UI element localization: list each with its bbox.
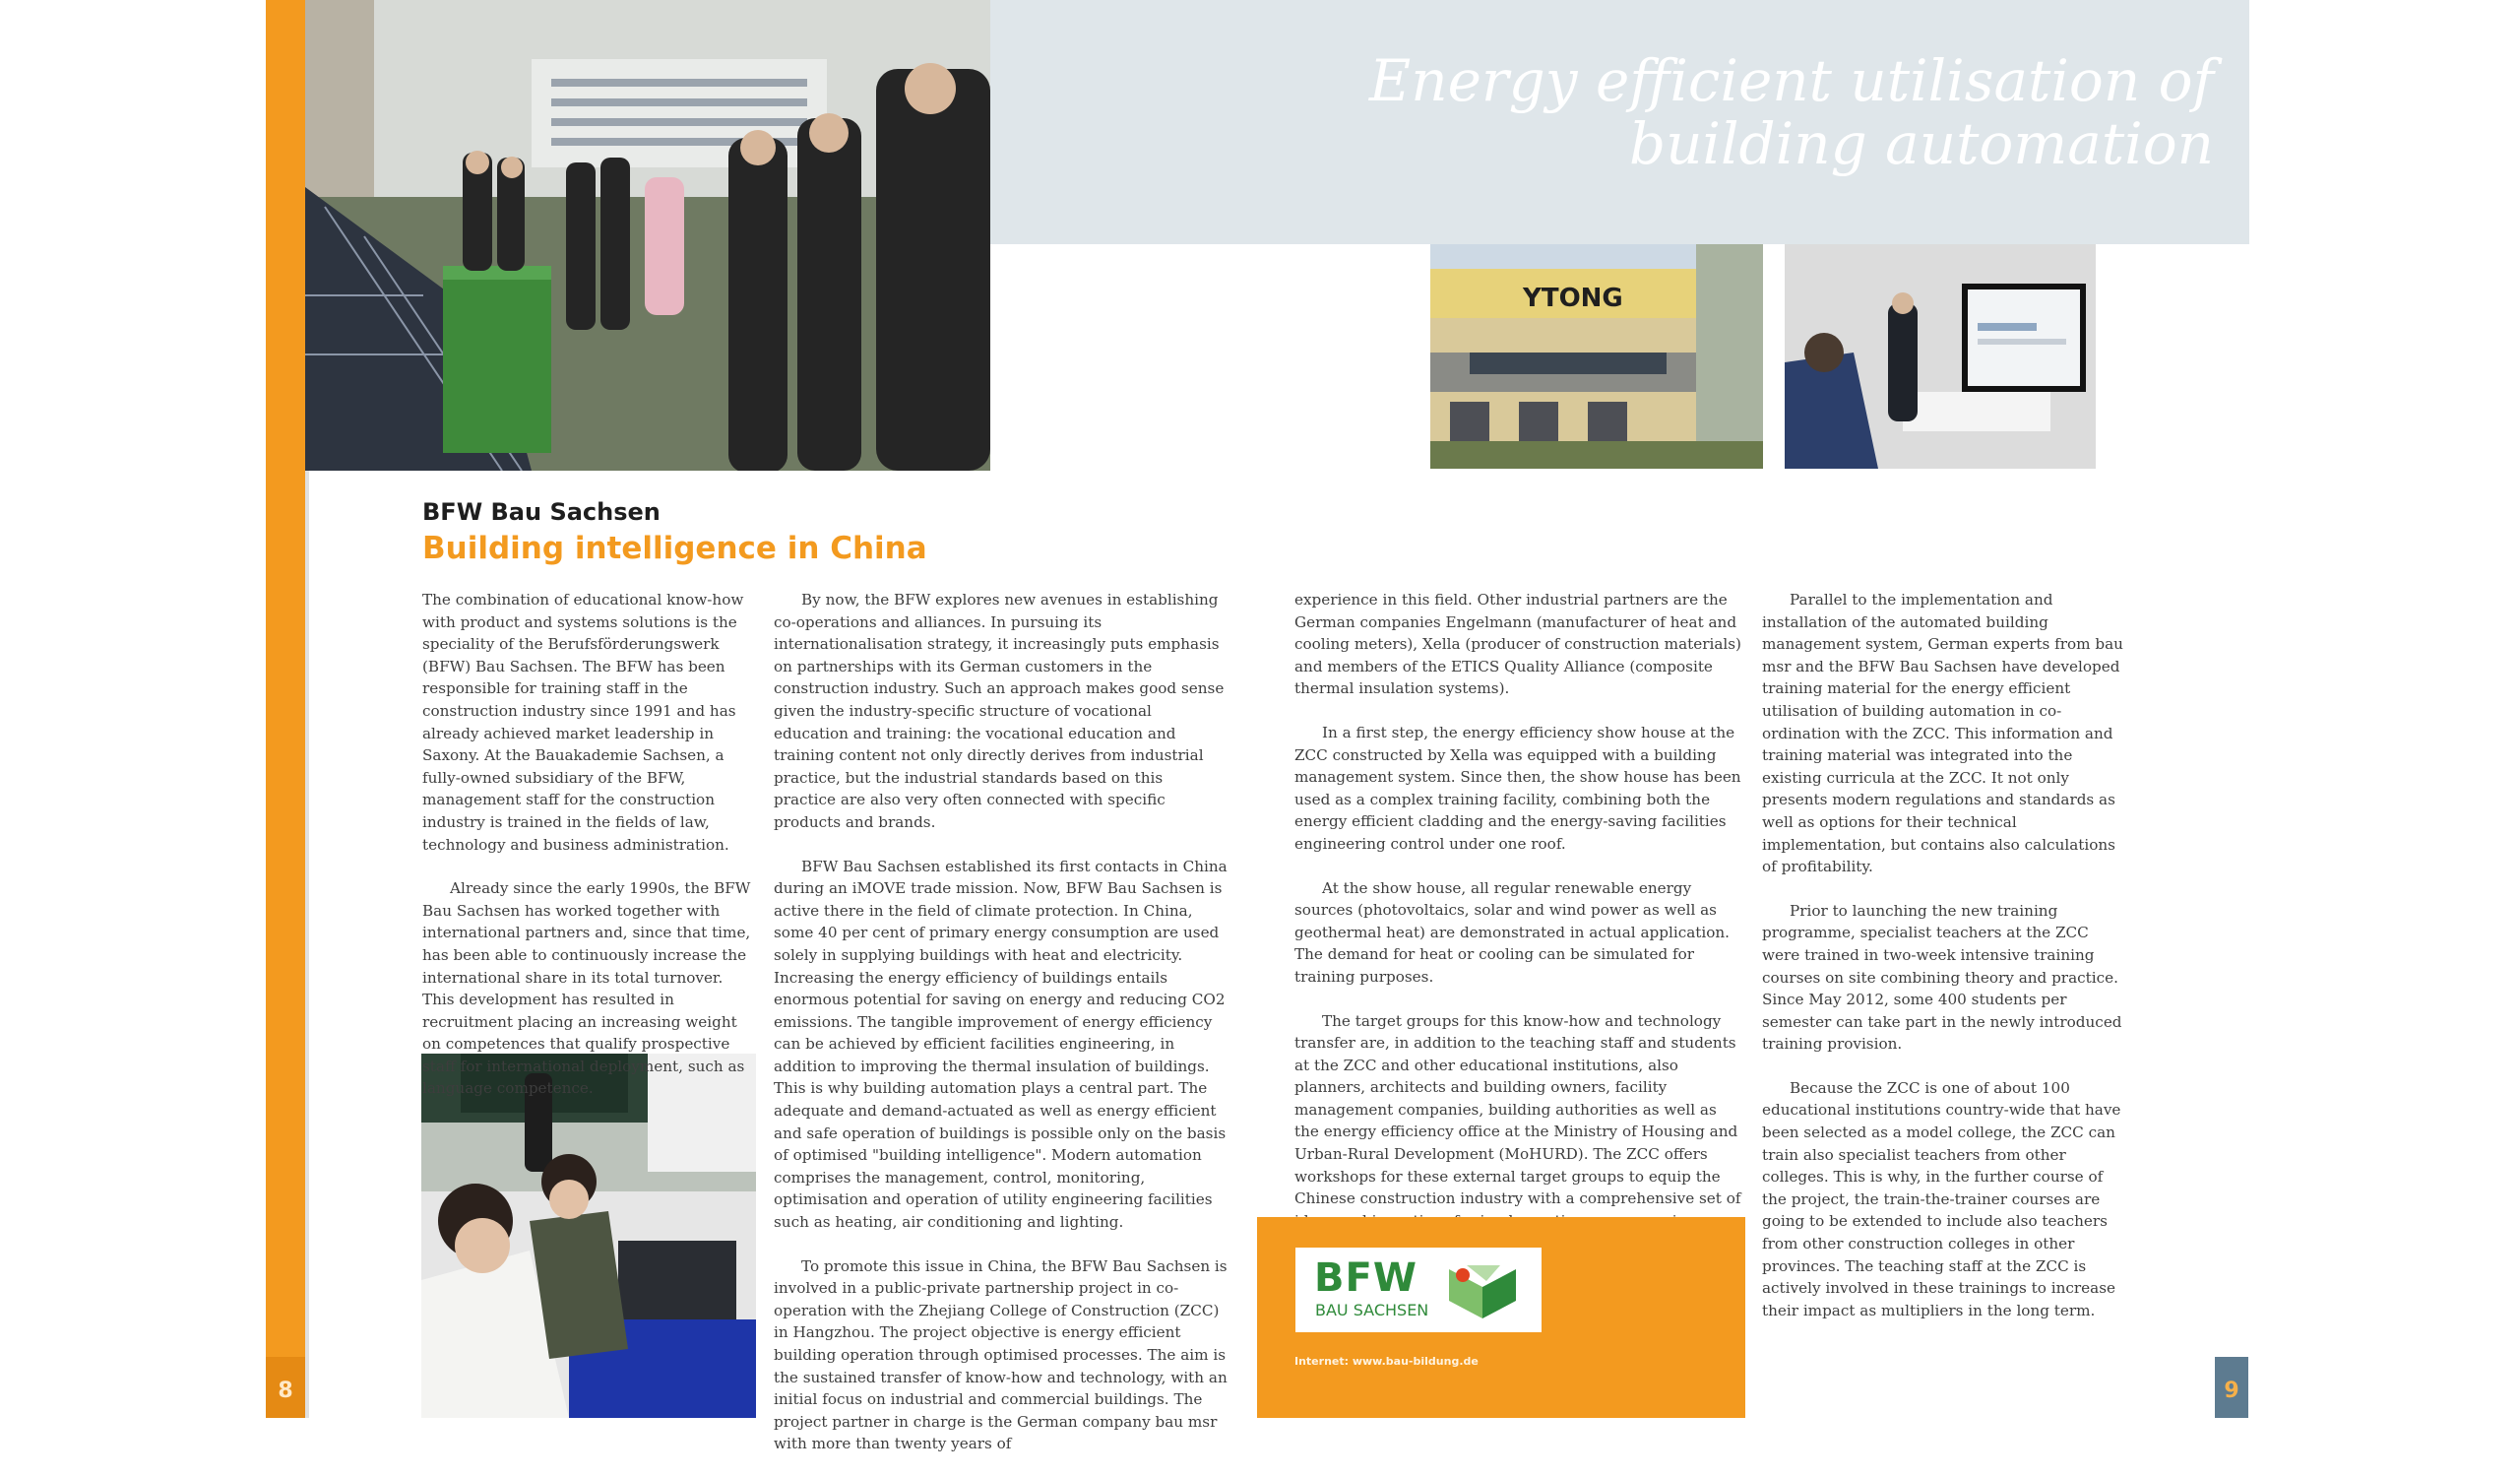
bfw-logo xyxy=(1295,1248,1542,1332)
paragraph: Prior to launching the new training programme, specialist teachers at the ZCC were trained in two-week intensive training courses on site combining theory and practice. Since May 2012, some 400 students per semester can take part in the newly introduced training provision. xyxy=(1762,901,2122,1054)
paragraph: At the show house, all regular renewable energy sources (photovoltaics, solar and wind power as well as geothermal heat) are demonstrated in actual application. The demand for heat or cooling can be simulated for training purposes. xyxy=(1294,878,1730,986)
title-banner xyxy=(989,0,2249,244)
photo-solar-group xyxy=(305,0,990,471)
text-column-2 xyxy=(774,589,1228,1477)
article-title: Building intelligence in China xyxy=(422,531,927,566)
photo-ytong-illustration xyxy=(1430,244,1763,469)
photo-solar-group-illustration xyxy=(305,0,990,471)
photo-training-screen xyxy=(1785,244,2096,469)
page-number-right-text: 9 xyxy=(2224,1379,2239,1403)
paragraph: The target groups for this know-how and technology transfer are, in addition to the teaching staff and students at the ZCC and other educational institutions, also planners, architects and building owners, facility management companies, building authorities as well as the energy efficiency office at the Ministry of Housing and Urban-Rural Development (MoHURD). The ZCC offers workshops for these external target groups to equip the Chinese construction industry with a comprehensive set of xyxy=(1294,1011,1741,1208)
text-column-1 xyxy=(422,589,757,1122)
photo-ytong-show-house xyxy=(1430,244,1763,469)
bfw-info-box xyxy=(1257,1217,1745,1418)
bfw-logo-text: BFW xyxy=(1314,1255,1418,1301)
paragraph: Parallel to the implementation and installation of the automated building management system, German experts from bau msr and the BFW Bau Sachsen have developed training material for the energy efficient utilisation of building automation in co-ordination with the ZCC. This information and training material was integrated into the existing curricula at the ZCC. It not only presents modern regulations and standards as well as options for their technical implementation, but contains also calculations of profitability. xyxy=(1762,591,2123,876)
paragraph: In a first step, the energy efficiency show house at the ZCC constructed by Xella was equipped with a building management system. Since then, the show house has been used as a complex training facility, combining both the energy efficient cladding and the energy-saving facilities engineering control under one roof. xyxy=(1294,723,1741,853)
paragraph: By now, the BFW explores new avenues in establishing co-operations and alliances. In pursuing its internationalisation strategy, it increasingly puts emphasis on partnerships with its German customers in the construction industry. Such an approach makes good sense given the industry-specific structure of vocational education and training: the vocational education and training content not only directly derives from industrial practice, but the industrial standards based on this practice are also very often connected with specific products and brands. xyxy=(774,591,1225,831)
ytong-sign: YTONG xyxy=(1523,284,1623,313)
bfw-logo-mark-icon xyxy=(1443,1259,1522,1320)
page-number-left xyxy=(266,1357,305,1418)
paragraph: Because the ZCC is one of about 100 educational institutions country-wide that have been selected as a model college, the ZCC can train also specialist teachers from other colleges. This is why, in the further course of the project, the train-the-trainer courses are going to be extended to include also teachers from other construction colleges in other provinces. The teaching staff at the ZCC is actively involved in these trainings to increase their impact as multipliers in the long term. xyxy=(1762,1078,2121,1319)
page-number-left-text: 8 xyxy=(278,1379,293,1403)
paragraph: BFW Bau Sachsen established its first contacts in China during an iMOVE trade mission. Now, BFW Bau Sachsen is active there in the field of climate protection. In China, some 40 per cent of primary energy consumption are used solely in supplying buildings with heat and electricity. Increasing the energy efficiency of buildings entails enormous potential for saving on energy and reducing CO2 emissions. The tangible improvement of energy efficiency can be achieved by efficient facilities engineering, in addition to improving the thermal insulation of buildings. This is why building automation plays a central part. The adequate and demand-actuated as well as energy efficient and safe operation of buildings is possible only on the basis of optimised "building intelligence". Modern automation comprises the management, control, monitoring, optimisation and operation of utility engineering facilities such as heating, air conditioning and lighting. xyxy=(774,857,1228,1232)
photo-training-screen-illustration xyxy=(1785,244,2096,469)
left-page-edge-stripe xyxy=(266,0,305,1418)
page-number-right xyxy=(2215,1357,2248,1418)
text-column-4 xyxy=(1762,589,2128,1343)
paragraph: experience in this field. Other industrial partners are the German companies Engelmann (manufacturer of heat and cooling meters), Xella (producer of construction materials) and members of the ETICS Quality Alliance (composite thermal insulation systems). xyxy=(1294,591,1741,698)
section-label: BFW Bau Sachsen xyxy=(422,498,661,526)
banner-title: Energy efficient utilisation of building automation xyxy=(1368,47,2214,177)
paragraph: To promote this issue in China, the BFW Bau Sachsen is involved in a public-private partnership project in co-operation with the Zhejiang College of Construction (ZCC) in Hangzhou. The project objective is energy efficient building operation through optimised processes. The aim is the sustained transfer of know-how and technology, with an initial focus on industrial and commercial buildings. The project partner in charge is the German company bau msr with more than twenty years of xyxy=(774,1256,1228,1453)
paragraph: Already since the early 1990s, the BFW Bau Sachsen has worked together with international partners and, since that time, has been able to continuously increase the international share in its total turnover. This development has resulted in recruitment placing an increasing weight on competences that qualify prospective staff for international deployment, such as language competence. xyxy=(422,879,751,1098)
bfw-internet-link[interactable]: Internet: www.bau-bildung.de xyxy=(1294,1355,1479,1368)
paragraph: The combination of educational know-how with product and systems solutions is the speciality of the Berufsförderungswerk (BFW) Bau Sachsen. The BFW has been responsible for training staff in the construction industry since 1991 and has already achieved market leadership in Saxony. At the Bauakademie Sachsen, a fully-owned subsidiary of the BFW, management staff for the construction industry is trained in the fields of law, technology and business administration. xyxy=(422,591,744,854)
bfw-logo-subtext: BAU SACHSEN xyxy=(1315,1301,1429,1319)
text-column-3 xyxy=(1294,589,1742,1276)
